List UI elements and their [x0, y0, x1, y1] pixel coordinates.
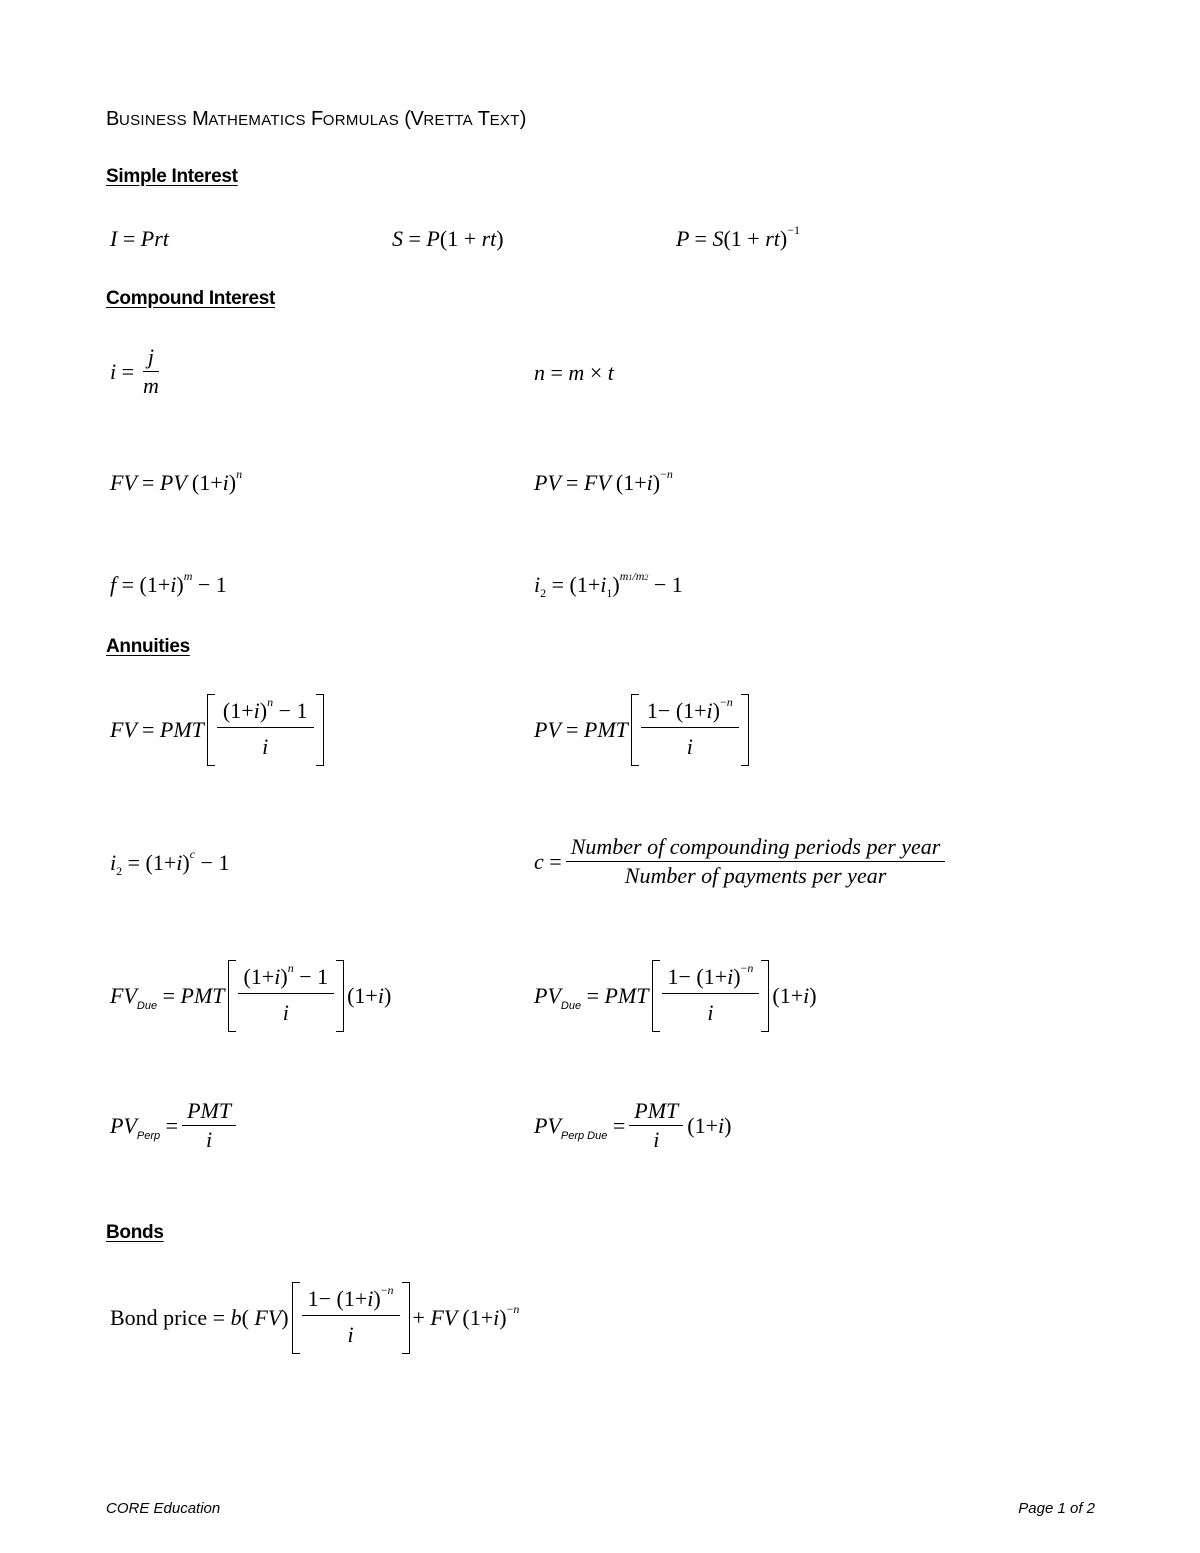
- formula-number-of-periods: n = m × t: [534, 360, 614, 385]
- formula-equivalent-rate: $i_2 = (1+i_1)^{m1/m2} - 1$: [534, 569, 683, 600]
- formula-future-value: FV = PV $(1+i)^n$: [110, 467, 243, 495]
- section-heading-simple-interest: Simple Interest: [106, 166, 238, 187]
- formula-effective-rate: $f = (1+i)^m - 1$: [110, 569, 227, 597]
- formula-c-ratio: c = $\frac{\text{Number of compounding periods per year}}{\text{Number of payments per year}}$: [534, 836, 949, 887]
- formula-present-value: PV = FV $(1+i)^{-n}$: [534, 467, 673, 495]
- formula-annuity-due-present-value: $PV_{Due}$ = PMT $\frac{1- (1+i)^{-n}}{i}$ (1+ i ): [534, 960, 817, 1032]
- formula-annuity-due-future-value: $FV_{Due}$ = PMT $\frac{(1+i)^n - 1}{i}$ (1+ i ): [110, 960, 391, 1032]
- section-heading-annuities: Annuities: [106, 636, 190, 657]
- section-heading-compound-interest: Compound Interest: [106, 288, 276, 309]
- formula-perpetuity: $PV_{Perp}$ = $\frac{\text{PMT}}{i}$: [110, 1100, 240, 1151]
- formula-annuity-present-value: PV = PMT $\frac{1- (1+i)^{-n}}{i}$: [534, 694, 752, 766]
- formula-periodic-rate: i = $\frac{j}{m}$: [110, 344, 159, 398]
- footer-organization: CORE Education: [106, 1500, 221, 1517]
- section-heading-bonds: Bonds: [106, 1222, 164, 1243]
- formula-simple-interest: I = Prt: [110, 226, 169, 251]
- formula-annuity-future-value: FV = PMT $\frac{(1+i)^n - 1}{i}$: [110, 694, 327, 766]
- formula-simple-amount: S = P(1 + rt): [392, 226, 504, 251]
- formula-perpetuity-due: $PV_{Perp Due}$ = $\frac{\text{PMT}}{i}$ (1+ i ): [534, 1098, 732, 1152]
- document-title: BUSINESS MATHEMATICS FORMULAS (VRETTA TEXT): [106, 108, 526, 130]
- formula-payment-period-rate: $i_2 = (1+i)^c - 1$: [110, 847, 230, 878]
- footer-page-number: Page 1 of 2: [1018, 1500, 1095, 1517]
- formula-bond-price: Bond price = b( FV) $\frac{1- (1+i)^{-n}}{i}$ + FV $(1+i)^{-n}$: [110, 1282, 519, 1354]
- formula-simple-principal: P = S(1 + rt)$^{-1}$: [676, 223, 800, 251]
